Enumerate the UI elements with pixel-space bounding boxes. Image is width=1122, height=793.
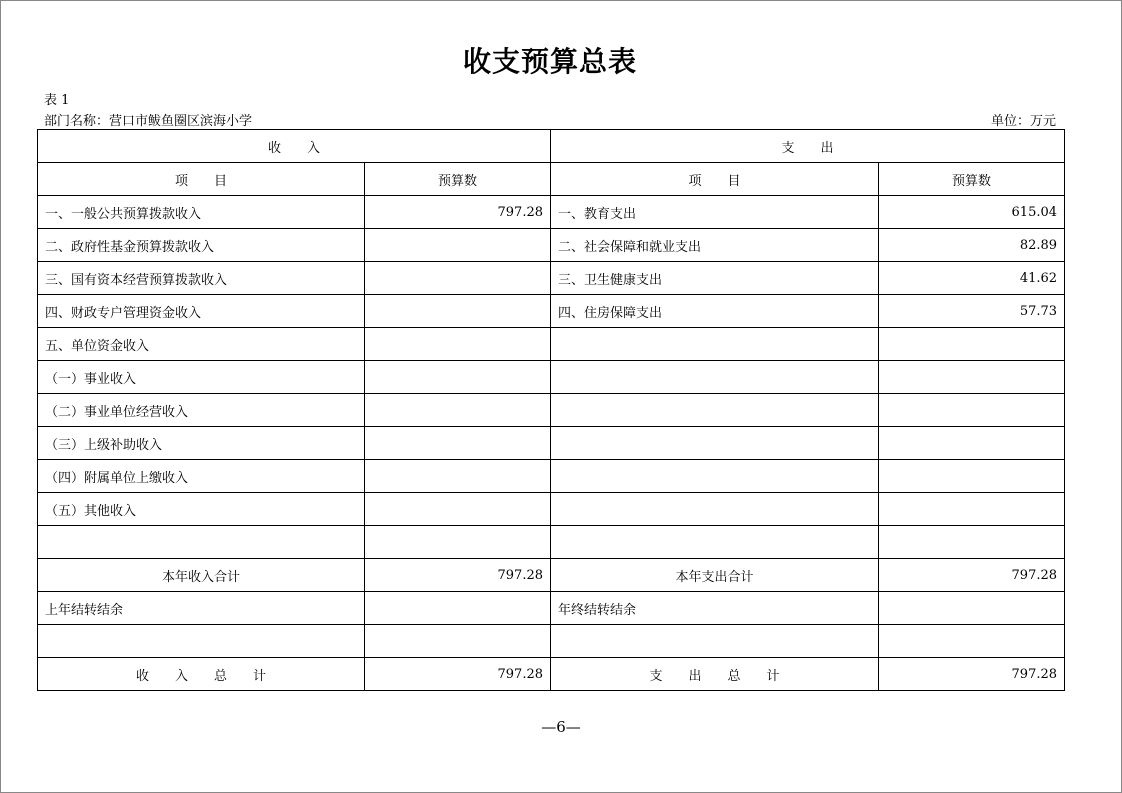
page-number: —6— [541, 718, 581, 736]
expense-amount [879, 493, 1065, 526]
carry-over-expense-label: 年终结转结余 [551, 592, 879, 625]
expense-amount: 82.89 [879, 229, 1065, 262]
carry-over-row [38, 592, 1065, 625]
blank-row [38, 625, 1065, 658]
page-title: 收支预算总表 [462, 45, 637, 78]
year-expense-total-label: 本年支出合计 [551, 559, 879, 592]
table-row [38, 262, 1065, 295]
carry-over-expense-amount [879, 592, 1065, 625]
expense-amount: 615.04 [879, 196, 1065, 229]
expense-amount [879, 460, 1065, 493]
table-row [38, 295, 1065, 328]
expense-item [551, 460, 879, 493]
income-amount [365, 295, 551, 328]
blank-cell [38, 625, 365, 658]
table-row [38, 361, 1065, 394]
carry-over-income-amount [365, 592, 551, 625]
expense-item [551, 526, 879, 559]
income-item [38, 526, 365, 559]
department-name: 部门名称：营口市鲅鱼圈区滨海小学 [44, 114, 253, 129]
income-item: 一、一般公共预算拨款收入 [38, 196, 365, 229]
expense-item: 一、教育支出 [551, 196, 879, 229]
expense-item: 二、社会保障和就业支出 [551, 229, 879, 262]
income-item: 五、单位资金收入 [38, 328, 365, 361]
expense-amount [879, 328, 1065, 361]
table-row [38, 229, 1065, 262]
income-item: （一）事业收入 [38, 361, 365, 394]
year-income-total-amount: 797.28 [365, 559, 551, 592]
carry-over-income-label: 上年结转结余 [38, 592, 365, 625]
year-expense-total-amount: 797.28 [879, 559, 1065, 592]
expense-item [551, 493, 879, 526]
expense-amount: 57.73 [879, 295, 1065, 328]
grand-total-row [38, 658, 1065, 691]
expense-item [551, 328, 879, 361]
year-income-total-label: 本年收入合计 [38, 559, 365, 592]
expense-amount [879, 361, 1065, 394]
expense-item [551, 361, 879, 394]
income-amount [365, 394, 551, 427]
income-amount [365, 262, 551, 295]
income-amount [365, 427, 551, 460]
meta-row [44, 110, 1056, 129]
grand-expense-total-amount: 797.28 [879, 658, 1065, 691]
income-item: （五）其他收入 [38, 493, 365, 526]
income-amount [365, 361, 551, 394]
income-section-header: 收 入 [38, 130, 551, 163]
table-row [38, 196, 1065, 229]
income-amount [365, 526, 551, 559]
expense-item: 三、卫生健康支出 [551, 262, 879, 295]
income-amount: 797.28 [365, 196, 551, 229]
expense-item [551, 394, 879, 427]
grand-expense-total-label: 支 出 总 计 [551, 658, 879, 691]
expense-section-header: 支 出 [551, 130, 1065, 163]
expense-item [551, 427, 879, 460]
table-row [38, 460, 1065, 493]
section-header-row [38, 130, 1065, 163]
table-row [38, 394, 1065, 427]
table-row [38, 493, 1065, 526]
income-item: （三）上级补助收入 [38, 427, 365, 460]
table-row [38, 427, 1065, 460]
income-amount [365, 229, 551, 262]
table-row [38, 526, 1065, 559]
expense-amount [879, 526, 1065, 559]
expense-amount [879, 427, 1065, 460]
year-total-row [38, 559, 1065, 592]
income-amount [365, 328, 551, 361]
table-number: 表 1 [44, 93, 70, 108]
income-amount [365, 493, 551, 526]
blank-cell [365, 625, 551, 658]
income-item: （四）附属单位上缴收入 [38, 460, 365, 493]
blank-cell [879, 625, 1065, 658]
expense-amount [879, 394, 1065, 427]
column-header-row [38, 163, 1065, 196]
income-item: 四、财政专户管理资金收入 [38, 295, 365, 328]
income-amount-header: 预算数 [365, 163, 551, 196]
expense-item: 四、住房保障支出 [551, 295, 879, 328]
income-amount [365, 460, 551, 493]
unit-label: 单位：万元 [990, 114, 1056, 129]
expense-item-header: 项 目 [551, 163, 879, 196]
expense-amount: 41.62 [879, 262, 1065, 295]
budget-table [37, 129, 1065, 691]
blank-cell [551, 625, 879, 658]
grand-income-total-label: 收 入 总 计 [38, 658, 365, 691]
grand-income-total-amount: 797.28 [365, 658, 551, 691]
income-item: 二、政府性基金预算拨款收入 [38, 229, 365, 262]
income-item-header: 项 目 [38, 163, 365, 196]
expense-amount-header: 预算数 [879, 163, 1065, 196]
income-item: 三、国有资本经营预算拨款收入 [38, 262, 365, 295]
table-row [38, 328, 1065, 361]
income-item: （二）事业单位经营收入 [38, 394, 365, 427]
